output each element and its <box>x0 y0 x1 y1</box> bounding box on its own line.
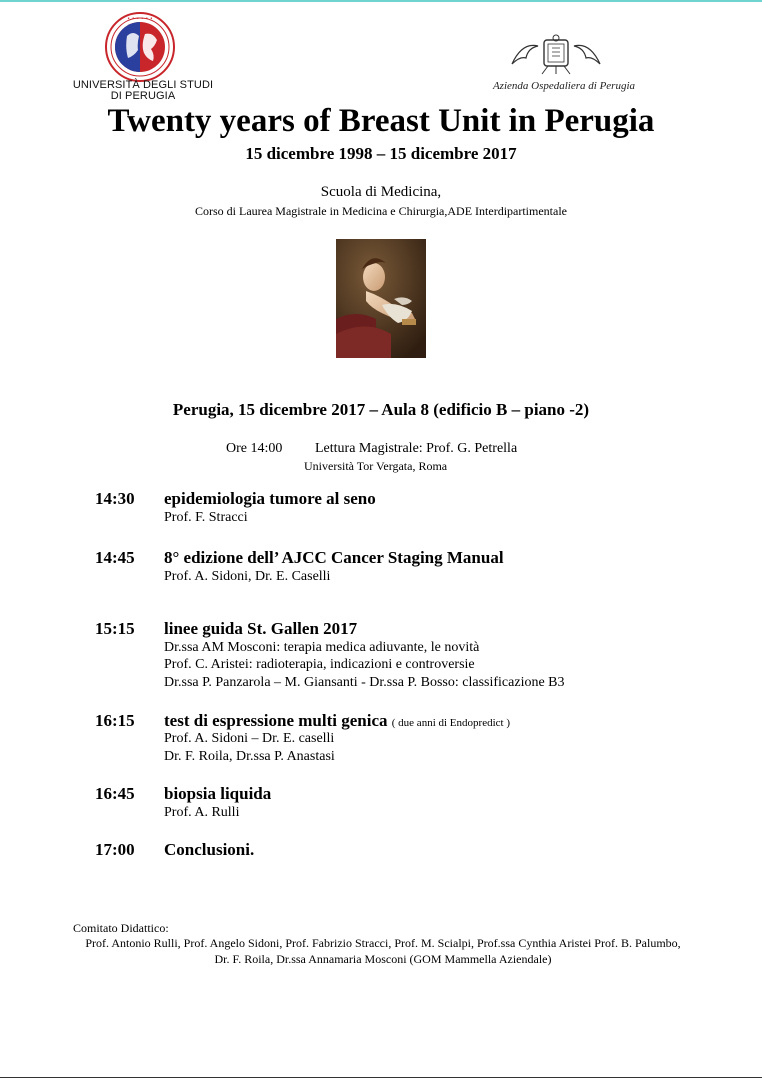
session-title-text: test di espressione multi genica <box>164 711 388 730</box>
university-name <box>72 80 214 102</box>
session-speaker: Dr. F. Roila, Dr.ssa P. Anastasi <box>164 749 335 764</box>
session-title: biopsia liquida <box>164 784 272 803</box>
session-title: epidemiologia tumore al seno <box>164 489 376 508</box>
university-seal-icon <box>105 12 175 82</box>
hospital-emblem-icon <box>508 34 604 78</box>
session-time: 16:15 <box>95 711 135 730</box>
opening-lecture-affiliation: Università Tor Vergata, Roma <box>304 459 448 473</box>
session-note: ( due anni di Endopredict ) <box>391 717 510 729</box>
committee-members: Prof. Antonio Rulli, Prof. Angelo Sidoni, Prof. Fabrizio Stracci, Prof. M. Scialpi, Prof.ssa Cynthia Aristei Prof. B. Palumbo, Dr. F. Roila, Dr.ssa Annamaria Mosconi (GOM Mammella Aziendale) <box>85 936 681 966</box>
session-time: 17:00 <box>95 840 135 859</box>
committee-label: Comitato Didattico: <box>73 921 169 935</box>
page-title: Twenty years of Breast Unit in Perugia <box>107 103 655 139</box>
svg-text:• • • • • •: • • • • • • <box>127 16 153 22</box>
session-time: 16:45 <box>95 784 135 803</box>
venue: Perugia, 15 dicembre 2017 – Aula 8 (edificio B – piano -2) <box>172 400 590 419</box>
university-name-text: UNIVERSITÀ DEGLI STUDI DI PERUGIA <box>72 79 214 102</box>
painting-image <box>336 239 426 358</box>
session-speaker: Prof. F. Stracci <box>164 510 248 525</box>
course-name: Corso di Laurea Magistrale in Medicina e Chirurgia,ADE Interdipartimentale <box>195 204 567 218</box>
session-speaker: Prof. A. Rulli <box>164 805 240 820</box>
session-time: 14:45 <box>95 548 135 567</box>
session-time: 15:15 <box>95 619 135 638</box>
opening-lecture-title: Lettura Magistrale: Prof. G. Petrella <box>315 441 518 456</box>
hospital-name: Azienda Ospedaliera di Perugia <box>492 80 636 92</box>
session-time: 14:30 <box>95 489 135 508</box>
session-speaker: Dr.ssa AM Mosconi: terapia medica adiuvante, le novità <box>164 640 480 655</box>
session-speaker: Prof. A. Sidoni – Dr. E. caselli <box>164 731 335 746</box>
hospital-logo <box>478 34 648 100</box>
session-title: linee guida St. Gallen 2017 <box>164 619 358 638</box>
top-rule <box>0 0 762 2</box>
session-speaker: Prof. C. Aristei: radioterapia, indicazioni e controversie <box>164 657 475 672</box>
school-name: Scuola di Medicina, <box>320 184 442 200</box>
date-range: 15 dicembre 1998 – 15 dicembre 2017 <box>245 144 517 163</box>
bottom-rule <box>0 1077 762 1078</box>
session-speaker: Prof. A. Sidoni, Dr. E. Caselli <box>164 569 331 584</box>
opening-lecture-time: Ore 14:00 <box>226 441 283 456</box>
session-speaker: Dr.ssa P. Panzarola – M. Giansanti - Dr.ssa P. Bosso: classificazione B3 <box>164 675 565 690</box>
session-title: Conclusioni. <box>164 840 255 859</box>
university-logo <box>72 12 222 104</box>
session-title: 8° edizione dell’ AJCC Cancer Staging Manual <box>164 548 504 567</box>
